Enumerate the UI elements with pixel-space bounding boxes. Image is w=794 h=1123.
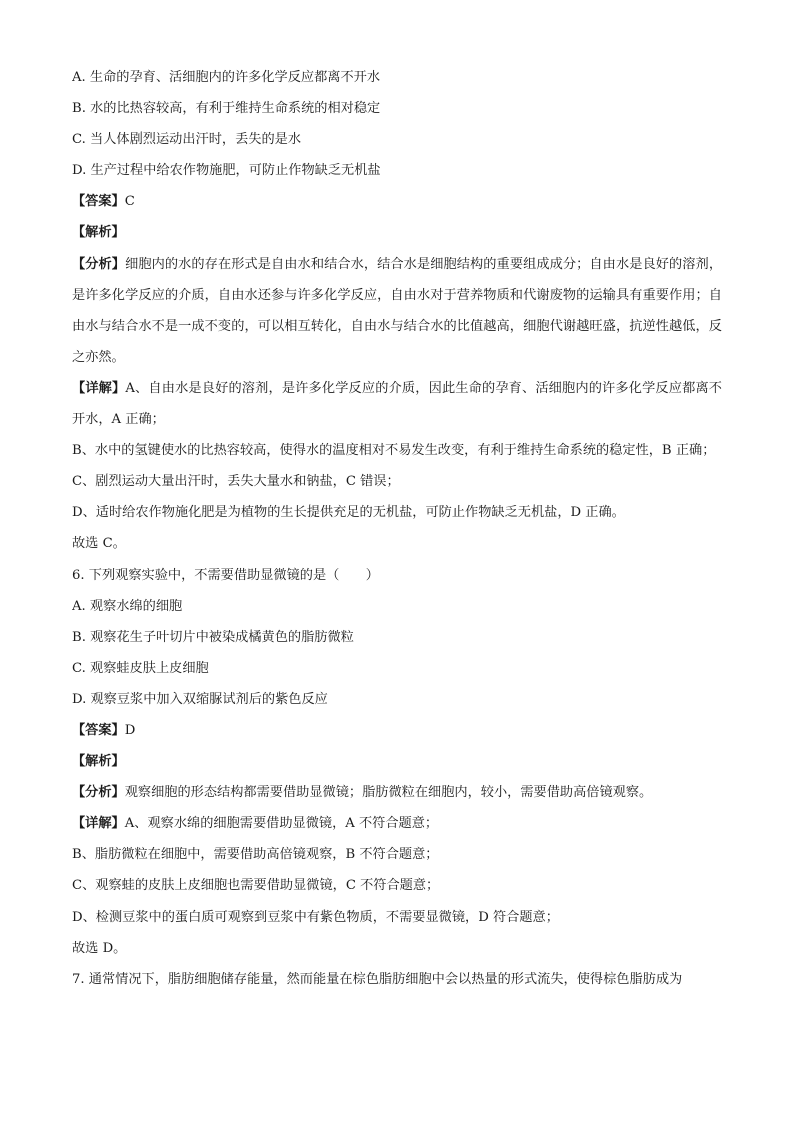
document-page	[72, 62, 722, 995]
q5-answer-label: 【答案】	[72, 194, 125, 210]
q5-answer-value: C	[124, 194, 135, 210]
q6-answer-label: 【答案】	[72, 722, 125, 738]
q5-xiangjie-label: 【详解】	[72, 380, 126, 396]
q6-fenxi	[72, 777, 722, 808]
q7-stem: 7. 通常情况下，脂肪细胞储存能量，然而能量在棕色脂肪细胞中会以热量的形式流失，使得棕色脂肪成为	[72, 971, 683, 987]
q6-jiexi-heading: 【解析】	[72, 754, 125, 770]
q6-option-c: C. 观察蛙皮肤上皮细胞	[72, 660, 209, 676]
q6-xiangjie-a-text: A、观察水绵的细胞需要借助显微镜，A 不符合题意；	[124, 816, 439, 832]
q5-fenxi-text: 细胞内的水的存在形式是自由水和结合水，结合水是细胞结构的重要组成成分；自由水是良好的溶剂，是许多化学反应的介质，自由水还参与许多化学反应，自由水对于营养物质和代谢废物的运输具有重要作用；自由水与结合水不是一成不变的，可以相互转化，自由水与结合水的比值越高，细胞代谢越旺盛，抗逆性越低，反之亦然。	[72, 256, 723, 365]
q6-xiangjie-b: B、脂肪微粒在细胞中，需要借助高倍镜观察，B 不符合题意；	[72, 847, 439, 863]
q6-xiangjie-label: 【详解】	[72, 816, 125, 832]
q5-xiangjie-b: B、水中的氢键使水的比热容较高，使得水的温度相对不易发生改变，有利于维持生命系统的稳定性，B 正确；	[72, 443, 716, 459]
q6-conclusion: 故选 D。	[72, 940, 127, 956]
q5-jiexi-heading: 【解析】	[72, 225, 125, 241]
q6-option-b: B. 观察花生子叶切片中被染成橘黄色的脂肪微粒	[72, 629, 354, 645]
q6-fenxi-text: 观察细胞的形态结构都需要借助显微镜；脂肪微粒在细胞内，较小，需要借助高倍镜观察。	[124, 785, 653, 801]
q6-xiangjie-d: D、检测豆浆中的蛋白质可观察到豆浆中有紫色物质，不需要显微镜，D 符合题意；	[72, 909, 559, 925]
q5-xiangjie-c: C、剧烈运动大量出汗时，丢失大量水和钠盐，C 错误；	[72, 474, 400, 490]
q6-answer	[72, 715, 722, 746]
q5-answer	[72, 186, 722, 217]
q5-option-a: A. 生命的孕育、活细胞内的许多化学反应都离不开水	[72, 70, 381, 85]
q6-option-a: A. 观察水绵的细胞	[72, 598, 183, 614]
q5-option-b: B. 水的比热容较高，有利于维持生命系统的相对稳定	[72, 101, 381, 117]
q5-fenxi-label: 【分析】	[72, 256, 126, 272]
q5-fenxi	[72, 249, 722, 373]
q6-xiangjie-a	[72, 808, 722, 839]
q5-xiangjie-a	[72, 373, 722, 435]
q5-xiangjie-a-text: A、自由水是良好的溶剂，是许多化学反应的介质，因此生命的孕育、活细胞内的许多化学反应都离不开水，A 正确；	[72, 380, 722, 428]
q5-xiangjie-d: D、适时给农作物施化肥是为植物的生长提供充足的无机盐，可防止作物缺乏无机盐，D 正确。	[72, 505, 625, 521]
q6-answer-value: D	[124, 722, 136, 738]
q6-stem: 6. 下列观察实验中，不需要借助显微镜的是（ ）	[72, 567, 379, 583]
q5-option-c: C. 当人体剧烈运动出汗时，丢失的是水	[72, 132, 302, 148]
q5-conclusion: 故选 C。	[72, 536, 126, 552]
q6-option-d: D. 观察豆浆中加入双缩脲试剂后的紫色反应	[72, 691, 328, 707]
q6-fenxi-label: 【分析】	[72, 785, 125, 801]
q6-xiangjie-c: C、观察蛙的皮肤上皮细胞也需要借助显微镜，C 不符合题意；	[72, 878, 440, 894]
q5-option-d: D. 生产过程中给农作物施肥，可防止作物缺乏无机盐	[72, 163, 381, 179]
